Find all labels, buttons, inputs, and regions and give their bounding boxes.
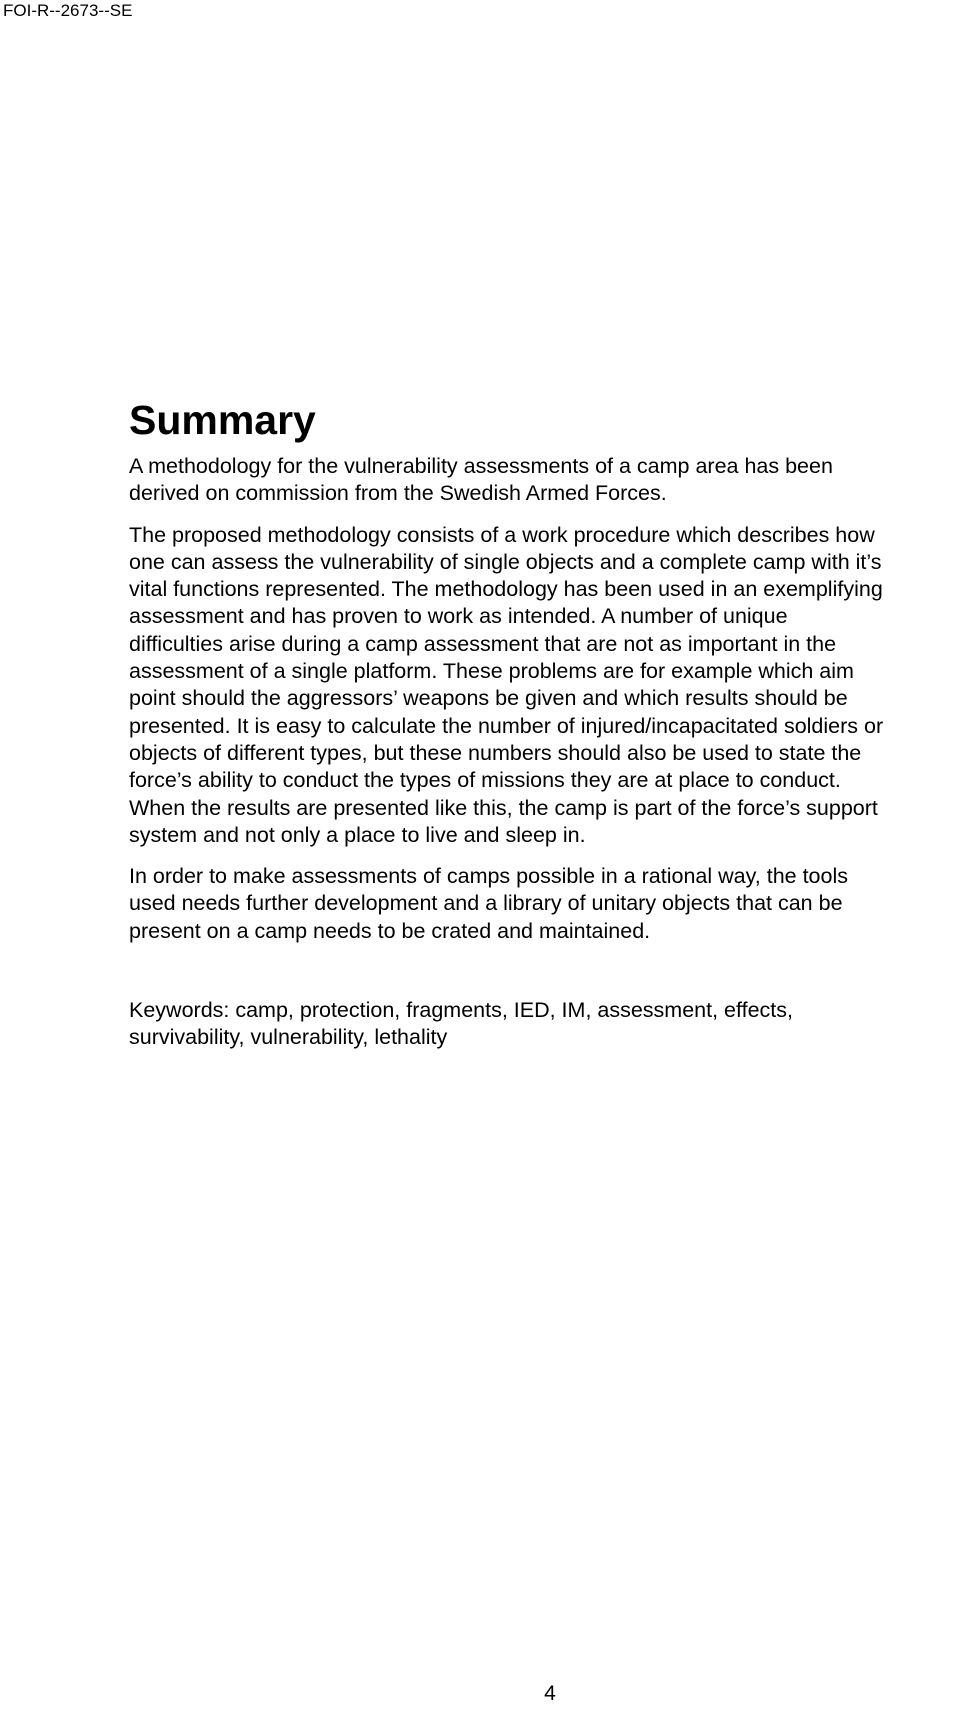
text-line: assessment of a single platform. These problems are for example which aim — [129, 659, 854, 684]
text-line: presented. It is easy to calculate the number of injured/incapacitated soldiers or — [129, 713, 884, 738]
text-line: one can assess the vulnerability of single objects and a complete camp with it’s — [129, 549, 882, 574]
text-line: difficulties arise during a camp assessment that are not as important in the — [129, 631, 837, 656]
summary-section — [129, 394, 960, 1066]
report-id: FOI-R--2673--SE — [3, 1, 133, 20]
text-line: point should the aggressors’ weapons be given and which results should be — [129, 686, 848, 711]
text-line: assessment and has proven to work as intended. A number of unique — [129, 604, 788, 629]
text-line: survivability, vulnerability, lethality — [129, 1025, 448, 1050]
summary-paragraph-2 — [129, 522, 960, 850]
text-line: Keywords: camp, protection, fragments, IED, IM, assessment, effects, — [129, 998, 793, 1023]
text-line: force’s ability to conduct the types of missions they are at place to conduct. — [129, 768, 841, 793]
page-title: Summary — [129, 397, 316, 443]
page-number: 4 — [544, 1682, 556, 1705]
text-line: system and not only a place to live and sleep in. — [129, 822, 586, 847]
text-line: used needs further development and a library of unitary objects that can be — [129, 891, 843, 916]
text-line: present on a camp needs to be crated and maintained. — [129, 918, 651, 943]
text-line: When the results are presented like this, the camp is part of the force’s support — [129, 795, 878, 820]
text-line: vital functions represented. The methodology has been used in an exemplifying — [129, 577, 883, 602]
text-line: The proposed methodology consists of a work procedure which describes how — [129, 522, 875, 547]
text-line: In order to make assessments of camps possible in a rational way, the tools — [129, 864, 849, 889]
keywords — [129, 997, 960, 1052]
summary-paragraph-1 — [129, 453, 960, 508]
text-line: derived on commission from the Swedish Armed Forces. — [129, 481, 667, 506]
summary-paragraph-3 — [129, 863, 960, 945]
text-line: objects of different types, but these numbers should also be used to state the — [129, 740, 862, 765]
text-line: A methodology for the vulnerability assessments of a camp area has been — [129, 454, 833, 478]
